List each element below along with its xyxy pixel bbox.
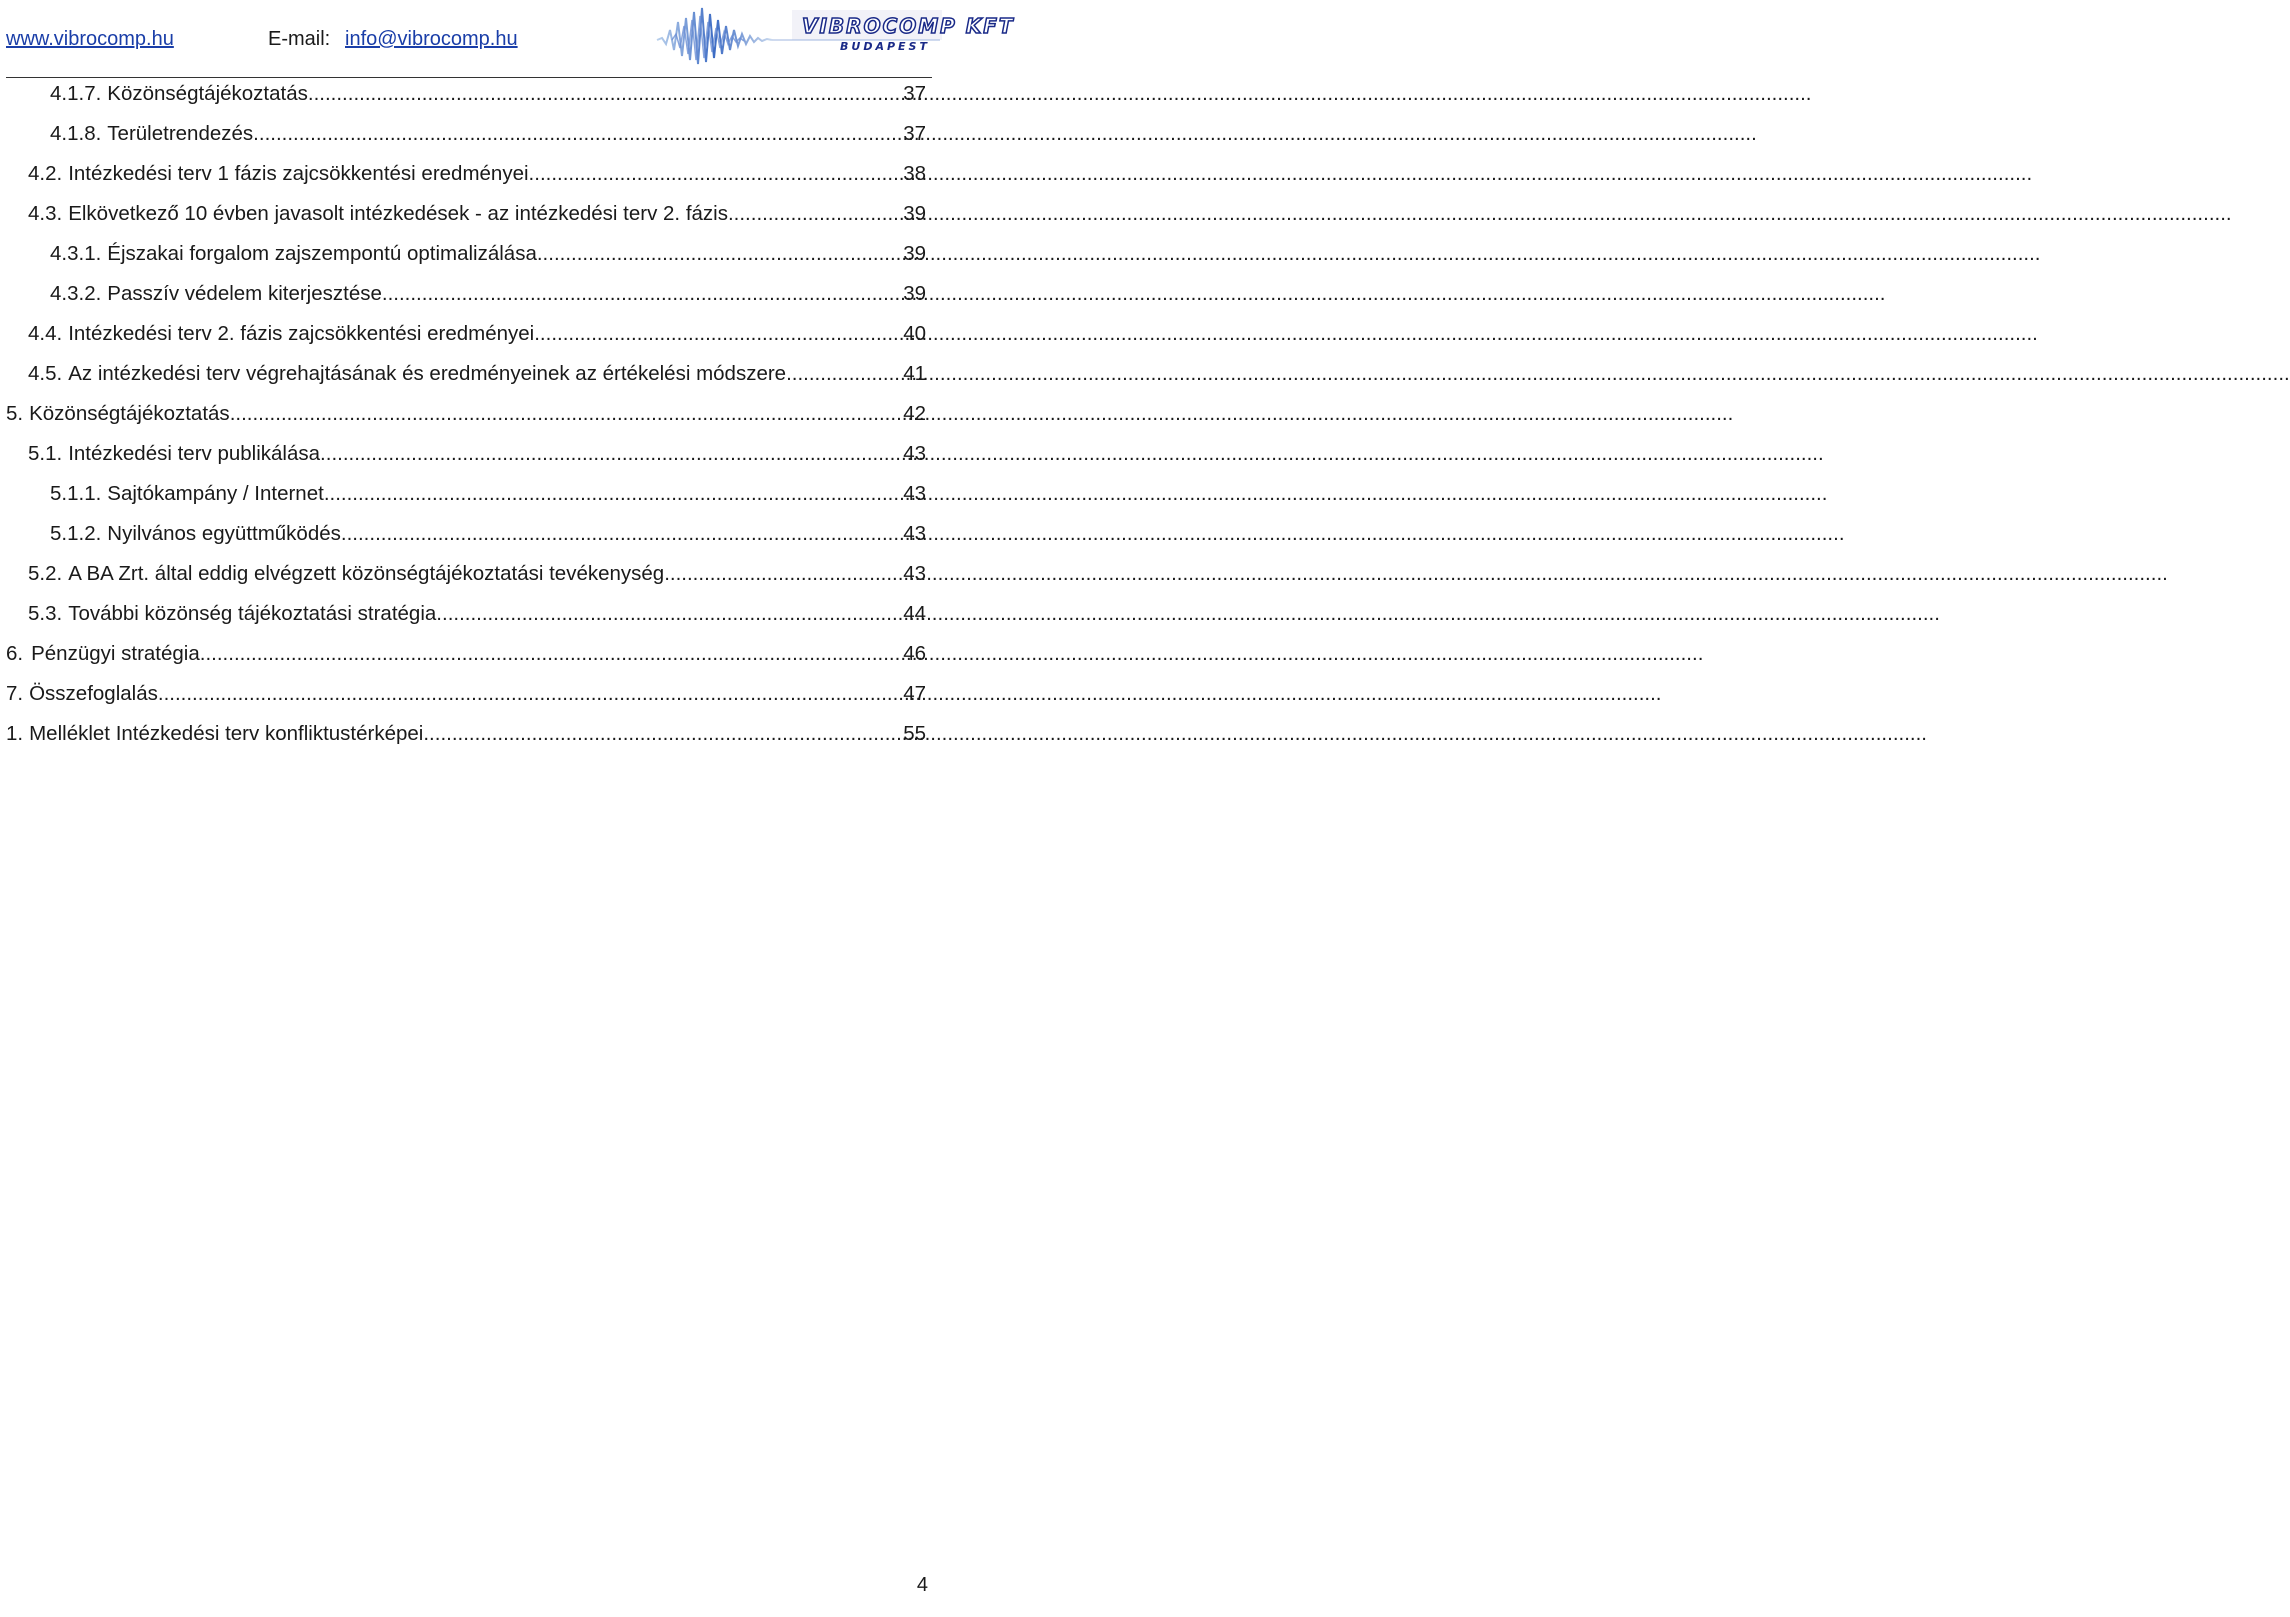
- toc-leader-dots: [529, 154, 899, 194]
- toc-entry-title: Éjszakai forgalom zajszempontú optimalizálása: [107, 242, 537, 265]
- toc-entry-page: 43: [903, 562, 926, 585]
- toc-entry-number: 4.3.2.: [50, 282, 102, 305]
- toc-leader-dots: [341, 514, 898, 554]
- toc-entry-number: 4.3.: [28, 202, 63, 225]
- toc-entry-number: 5.1.: [28, 442, 63, 465]
- toc-entry-title: Intézkedési terv publikálása: [68, 442, 321, 465]
- toc-leader-dots: [253, 114, 898, 154]
- toc-entry-page: 39: [903, 282, 926, 305]
- toc-entry-page: 43: [903, 442, 926, 465]
- toc-leader-dots: [728, 194, 898, 234]
- toc-entry-page: 40: [903, 322, 926, 345]
- email-link[interactable]: info@vibrocomp.hu: [345, 28, 518, 50]
- toc-entry-page: 41: [903, 362, 926, 385]
- toc-entry-number: 5.3.: [28, 602, 63, 625]
- toc-entry-page: 39: [903, 242, 926, 265]
- toc-entry-page: 55: [903, 722, 926, 745]
- toc-entry[interactable]: [28, 194, 926, 234]
- page-header: [0, 0, 1015, 80]
- toc-leader-dots: [320, 434, 898, 474]
- toc-entry-title: Passzív védelem kiterjesztése: [107, 282, 382, 305]
- toc-entry-title: Területrendezés: [107, 122, 254, 145]
- toc-entry[interactable]: [50, 514, 926, 554]
- toc-entry[interactable]: [50, 114, 926, 154]
- toc-entry-title: A BA Zrt. által eddig elvégzett közönségtájékoztatási tevékenység: [68, 562, 665, 585]
- toc-entry[interactable]: [50, 274, 926, 314]
- toc-leader-dots: [308, 74, 898, 114]
- toc-entry[interactable]: [6, 674, 926, 714]
- website-link[interactable]: www.vibrocomp.hu: [6, 28, 174, 50]
- toc-leader-dots: [786, 354, 898, 394]
- toc-entry-page: 39: [903, 202, 926, 225]
- toc-entry-page: 37: [903, 82, 926, 105]
- logo-text: VIBROCOMP KFT: [802, 14, 1015, 38]
- toc-entry-number: 5.2.: [28, 562, 63, 585]
- toc-entry-page: 42: [903, 402, 926, 425]
- vibrocomp-logo: [652, 0, 1015, 70]
- toc-entry[interactable]: [28, 554, 926, 594]
- toc-entry[interactable]: [6, 394, 926, 434]
- toc-entry[interactable]: [50, 74, 926, 114]
- logo-subtitle: BUDAPEST: [840, 40, 930, 53]
- toc-entry[interactable]: [50, 474, 926, 514]
- toc-entry-title: Közönségtájékoztatás: [29, 402, 230, 425]
- toc-entry-title: Az intézkedési terv végrehajtásának és eredményeinek az értékelési módszere: [68, 362, 787, 385]
- toc-entry-page: 46: [903, 642, 926, 665]
- toc-entry-title: Pénzügyi stratégia: [31, 642, 200, 665]
- toc-entry-page: 43: [903, 482, 926, 505]
- toc-entry-page: 44: [903, 602, 926, 625]
- toc-entry-title: Melléklet Intézkedési terv konfliktustérképei: [29, 722, 424, 745]
- toc-entry-title: Intézkedési terv 2. fázis zajcsökkentési eredményei: [68, 322, 535, 345]
- toc-entry-page: 47: [903, 682, 926, 705]
- toc-entry[interactable]: [50, 234, 926, 274]
- toc-entry-title: Összefoglalás: [29, 682, 158, 705]
- toc-entry-number: 6.: [6, 642, 24, 665]
- toc-entry-title: Intézkedési terv 1 fázis zajcsökkentési eredményei: [68, 162, 529, 185]
- toc-entry-page: 43: [903, 522, 926, 545]
- toc-leader-dots: [200, 634, 898, 674]
- toc-entry[interactable]: [28, 154, 926, 194]
- toc-leader-dots: [534, 314, 898, 354]
- toc-leader-dots: [537, 234, 898, 274]
- toc-entry-page: 38: [903, 162, 926, 185]
- toc-entry-number: 4.3.1.: [50, 242, 102, 265]
- toc-leader-dots: [158, 674, 898, 714]
- toc-entry[interactable]: [28, 354, 926, 394]
- toc-entry-number: 1.: [6, 722, 24, 745]
- toc-entry-title: Sajtókampány / Internet: [107, 482, 324, 505]
- toc-leader-dots: [436, 594, 898, 634]
- toc-entry[interactable]: [6, 634, 926, 674]
- toc-leader-dots: [423, 714, 898, 754]
- toc-entry-number: 4.1.8.: [50, 122, 102, 145]
- toc-leader-dots: [324, 474, 898, 514]
- toc-entry[interactable]: [28, 594, 926, 634]
- toc-leader-dots: [230, 394, 899, 434]
- toc-leader-dots: [382, 274, 898, 314]
- toc-entry[interactable]: [6, 714, 926, 754]
- toc-entry-number: 4.2.: [28, 162, 63, 185]
- toc-entry[interactable]: [28, 434, 926, 474]
- toc-entry-title: További közönség tájékoztatási stratégia: [68, 602, 437, 625]
- toc-entry-title: Nyilvános együttműködés: [107, 522, 341, 545]
- toc-entry-number: 4.5.: [28, 362, 63, 385]
- page-number: 4: [916, 1574, 928, 1596]
- toc-leader-dots: [664, 554, 898, 594]
- email-label: E-mail:: [268, 28, 331, 50]
- toc-entry-number: 7.: [6, 682, 24, 705]
- toc-entry-number: 5.: [6, 402, 24, 425]
- toc-entry-title: Közönségtájékoztatás: [107, 82, 308, 105]
- toc-entry-number: 5.1.2.: [50, 522, 102, 545]
- toc-entry-number: 5.1.1.: [50, 482, 102, 505]
- toc-entry-number: 4.4.: [28, 322, 63, 345]
- toc-entry-title: Elkövetkező 10 évben javasolt intézkedések - az intézkedési terv 2. fázis: [68, 202, 728, 225]
- toc-entry-number: 4.1.7.: [50, 82, 102, 105]
- toc-entry-page: 37: [903, 122, 926, 145]
- toc-entry[interactable]: [28, 314, 926, 354]
